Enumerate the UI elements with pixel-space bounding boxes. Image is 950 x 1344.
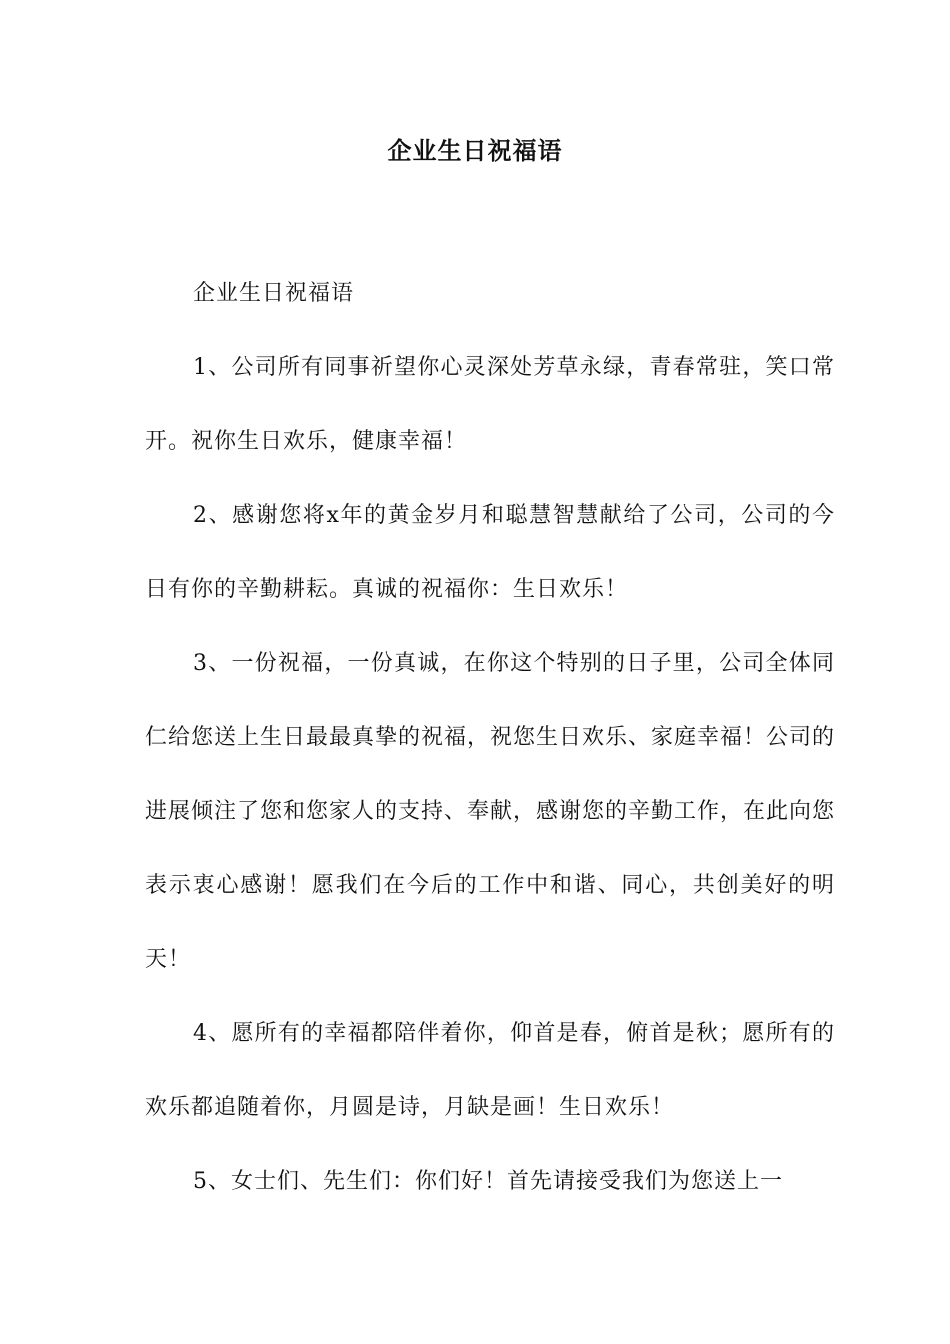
paragraph-2: 2、感谢您将x年的黄金岁月和聪慧智慧献给了公司，公司的今日有你的辛勤耕耘。真诚的祝福你：生日欢乐！ (145, 503, 835, 602)
paragraph-3: 3、一份祝福，一份真诚，在你这个特别的日子里，公司全体同仁给您送上生日最最真挚的祝福，祝您生日欢乐、家庭幸福！公司的进展倾注了您和您家人的支持、奉献，感谢您的辛勤工作，在此向您表示衷心感谢！愿我们在今后的工作中和谐、同心，共创美好的明天！ (145, 651, 836, 972)
paragraph-5: 5、女士们、先生们：你们好！首先请接受我们为您送上一 (193, 1169, 783, 1194)
paragraph-heading: 企业生日祝福语 (193, 281, 355, 306)
paragraph-4: 4、愿所有的幸福都陪伴着你，仰首是春，俯首是秋；愿所有的欢乐都追随着你，月圆是诗，月缺是画！生日欢乐！ (145, 1021, 835, 1120)
document-title: 企业生日祝福语 (387, 137, 563, 165)
document-body (145, 257, 835, 1219)
paragraph-1: 1、公司所有同事祈望你心灵深处芳草永绿，青春常驻，笑口常开。祝你生日欢乐，健康幸福！ (145, 355, 835, 454)
